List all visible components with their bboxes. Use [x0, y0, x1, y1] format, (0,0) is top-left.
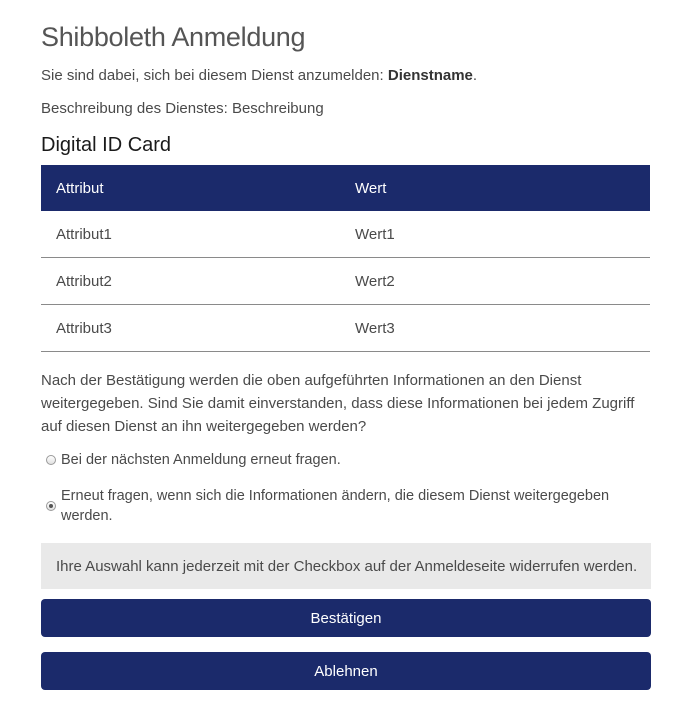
value-cell: Wert1 [340, 211, 650, 258]
attribute-cell: Attribut1 [41, 211, 340, 258]
table-row [41, 305, 650, 352]
attribute-cell: Attribut3 [41, 305, 340, 352]
service-description: Beschreibung des Dienstes: Beschreibung [41, 100, 324, 117]
radio-option-ask-on-change[interactable] [46, 486, 651, 526]
service-name: Dienstname [387, 67, 473, 84]
decline-button[interactable]: Ablehnen [41, 652, 651, 690]
card-title: Digital ID Card [41, 134, 172, 156]
intro-prefix: Sie sind dabei, sich bei diesem Dienst anzumelden: [41, 67, 388, 84]
table-row [41, 211, 650, 258]
table-header-row [41, 165, 650, 211]
column-header-attribute: Attribut [56, 179, 104, 197]
radio-button-unchecked[interactable] [46, 455, 56, 465]
intro-suffix: . [472, 67, 478, 84]
radio-label: Bei der nächsten Anmeldung erneut fragen. [61, 452, 341, 468]
radio-option-ask-next-login[interactable] [46, 450, 651, 470]
table-row [41, 258, 650, 305]
column-header-value: Wert [355, 179, 387, 197]
attribute-cell: Attribut2 [41, 258, 340, 305]
confirm-button[interactable]: Bestätigen [41, 599, 651, 637]
value-cell: Wert3 [340, 305, 650, 352]
revocation-notice: Ihre Auswahl kann jederzeit mit der Checkbox auf der Anmeldeseite widerrufen werden. [41, 543, 651, 589]
attribute-table [41, 165, 650, 352]
login-page [41, 0, 651, 690]
radio-label: Erneut fragen, wenn sich die Informationen ändern, die diesem Dienst weitergegeben werden. [61, 488, 610, 524]
intro-text [41, 66, 651, 86]
value-cell: Wert2 [340, 258, 650, 305]
page-title: Shibboleth Anmeldung [41, 22, 306, 52]
radio-button-checked[interactable] [46, 501, 56, 511]
consent-text: Nach der Bestätigung werden die oben aufgeführten Informationen an den Dienst weitergegeben. Sind Sie damit einverstanden, dass diese Informationen bei jedem Zugriff auf diesen Dienst an ihn weitergegeben werden? [41, 372, 635, 435]
